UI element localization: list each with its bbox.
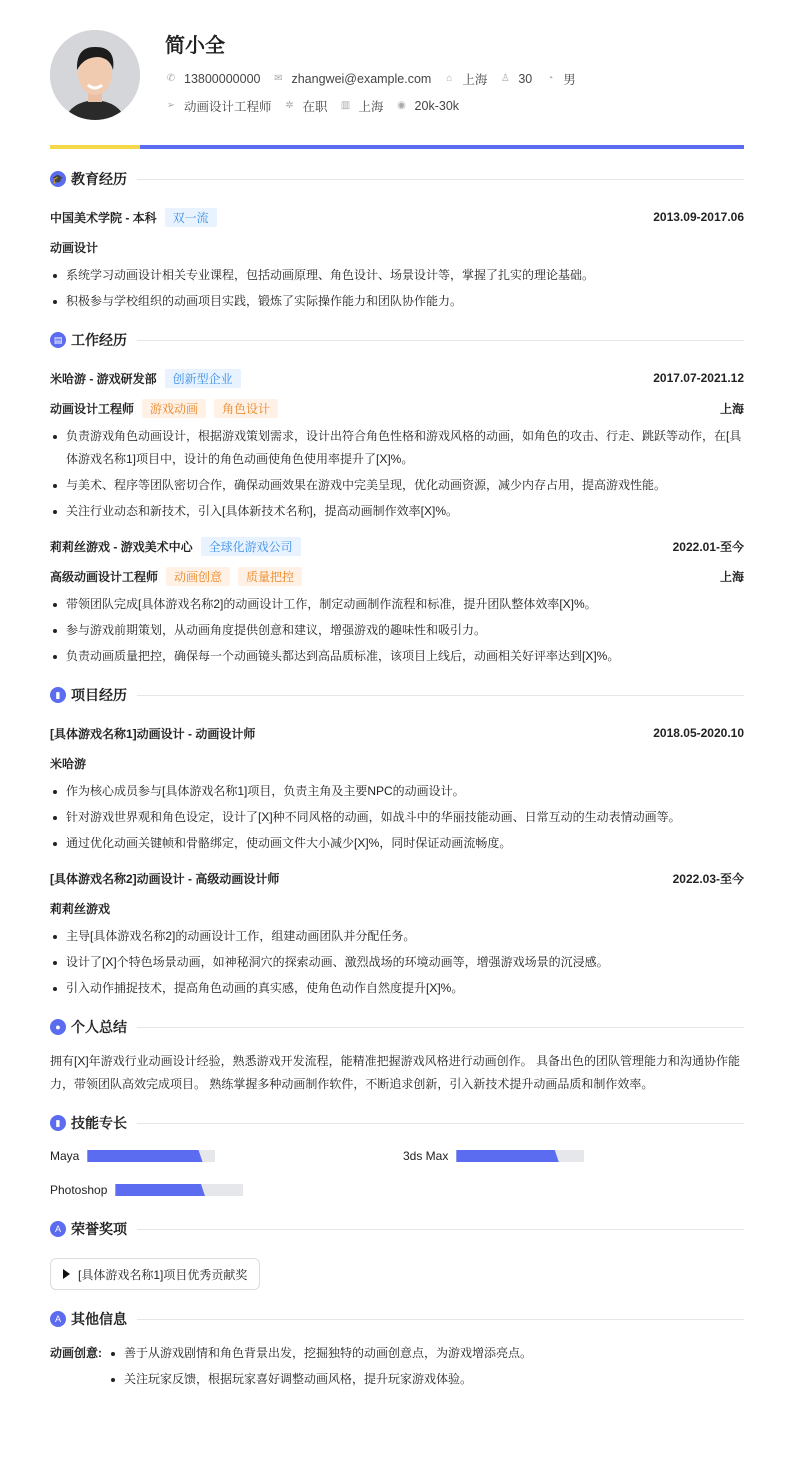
section-heading: 工作经历 — [71, 332, 127, 348]
gender: 男 — [563, 73, 576, 87]
section-skills — [50, 1110, 744, 1200]
section-work — [50, 327, 744, 668]
email: zhangwei@example.com — [291, 72, 432, 86]
job-status: 在职 — [302, 100, 328, 114]
project-date: 2022.03-至今 — [672, 871, 744, 886]
skill-name: Photoshop — [50, 1183, 108, 1197]
project-org: 莉莉丝游戏 — [50, 901, 111, 916]
section-heading: 个人总结 — [71, 1019, 127, 1035]
user-icon: ● — [50, 1019, 66, 1035]
role-tag: 质量把控 — [238, 567, 302, 586]
job-title: 动画设计工程师 — [184, 100, 272, 114]
section-other — [50, 1306, 744, 1394]
phone: 13800000000 — [184, 72, 261, 86]
award-icon: A — [50, 1221, 66, 1237]
major: 动画设计 — [50, 240, 99, 255]
info-icon: A — [50, 1311, 66, 1327]
skill-name: 3ds Max — [403, 1149, 449, 1163]
skill-name: Maya — [50, 1149, 80, 1163]
expand-triangle-icon — [63, 1269, 70, 1279]
list-item: 参与游戏前期策划，从动画角度提供创意和建议，增强游戏的趣味性和吸引力。 — [50, 619, 744, 642]
list-item: 针对游戏世界观和角色设定，设计了[X]种不同风格的动画，如战斗中的华丽技能动画、日常互动的生动表情动画等。 — [50, 806, 744, 829]
company-left — [50, 537, 301, 556]
list-item: 带领团队完成[具体游戏名称2]的动画设计工作，制定动画制作流程和标准，提升团队整体效率[X]%。 — [50, 593, 744, 616]
section-projects — [50, 682, 744, 1000]
header-divider — [50, 145, 744, 149]
education-row — [50, 202, 744, 232]
work-location: 上海 — [719, 401, 744, 416]
education-entry — [50, 202, 744, 313]
list-item: 作为核心成员参与[具体游戏名称1]项目，负责主角及主要NPC的动画设计。 — [50, 780, 744, 803]
role-tag: 角色设计 — [214, 399, 278, 418]
section-heading: 其他信息 — [71, 1311, 127, 1327]
section-divider — [137, 340, 744, 341]
skills-grid — [50, 1146, 744, 1200]
age-icon: ♙ — [500, 73, 510, 84]
skill-item — [50, 1146, 403, 1166]
project-row — [50, 863, 744, 893]
list-item: 主导[具体游戏名称2]的动画设计工作，组建动画团队并分配任务。 — [50, 925, 744, 948]
summary-text: 拥有[X]年游戏行业动画设计经验，熟悉游戏开发流程，能精准把握游戏风格进行动画创作。 具备出色的团队管理能力和沟通协作能力，带领团队高效完成项目。 熟练掌握多种动画制作软件，不断追求创新，引入新技术提升动画品质和制作效率。 — [50, 1054, 741, 1091]
bar-chart-icon: ▮ — [50, 687, 66, 703]
section-education — [50, 166, 744, 313]
skill-bar-fill — [115, 1184, 205, 1196]
section-title-summary — [50, 1014, 744, 1040]
bullet-list — [50, 593, 744, 668]
skill-bar — [456, 1150, 584, 1162]
age: 30 — [518, 72, 533, 86]
home-icon: ⌂ — [446, 73, 453, 84]
role-left — [50, 567, 302, 586]
send-icon: ➢ — [166, 100, 176, 111]
list-item: 积极参与学校组织的动画项目实践，锻炼了实际操作能力和团队协作能力。 — [50, 290, 744, 313]
other-label: 动画创意: — [50, 1346, 102, 1360]
role-row — [50, 393, 744, 423]
section-title-education — [50, 166, 744, 192]
section-heading: 技能专长 — [71, 1115, 127, 1131]
section-title-other — [50, 1306, 744, 1332]
major-row — [50, 232, 744, 262]
company-row — [50, 531, 744, 561]
company-tag: 全球化游戏公司 — [201, 537, 301, 556]
work-entry — [50, 531, 744, 668]
section-title-skills — [50, 1110, 744, 1136]
role-title: 动画设计工程师 — [50, 401, 135, 416]
section-title-awards — [50, 1216, 744, 1242]
project-row — [50, 718, 744, 748]
section-summary — [50, 1014, 744, 1096]
status-icon: ✲ — [285, 100, 294, 111]
other-info — [50, 1342, 744, 1394]
city: 上海 — [462, 73, 488, 87]
skill-item — [403, 1146, 744, 1166]
company-row — [50, 363, 744, 393]
section-heading: 项目经历 — [71, 687, 127, 703]
graduation-cap-icon: 🎓 — [50, 171, 66, 187]
building-icon: ▥ — [340, 100, 351, 111]
work-date: 2022.01-至今 — [672, 539, 744, 554]
job-row — [165, 97, 471, 115]
project-entry — [50, 718, 744, 855]
contact-row — [165, 70, 588, 88]
role-tag: 游戏动画 — [142, 399, 206, 418]
bullet-list — [50, 425, 744, 523]
avatar — [50, 30, 140, 120]
section-heading: 荣誉奖项 — [71, 1221, 127, 1237]
bullet-list — [108, 1342, 532, 1394]
gender-icon: ◔ — [547, 73, 554, 84]
role-tag: 动画创意 — [166, 567, 230, 586]
company-name: 莉莉丝游戏 - 游戏美术中心 — [50, 539, 193, 554]
section-divider — [137, 1027, 744, 1028]
list-item: 引入动作捕捉技术，提高角色动画的真实感，使角色动作自然度提升[X]%。 — [50, 977, 744, 1000]
school-tag: 双一流 — [165, 208, 217, 227]
list-item: 关注玩家反馈，根据玩家喜好调整动画风格，提升玩家游戏体验。 — [108, 1368, 532, 1391]
work-date: 2017.07-2021.12 — [653, 371, 744, 385]
company-tag: 创新型企业 — [165, 369, 241, 388]
skill-bar-fill — [87, 1150, 202, 1162]
project-org-row — [50, 748, 744, 778]
role-row — [50, 561, 744, 591]
list-item: 关注行业动态和新技术，引入[具体新技术名称]，提高动画制作效率[X]%。 — [50, 500, 744, 523]
role-left — [50, 399, 278, 418]
skill-item — [50, 1180, 403, 1200]
mail-icon: ✉ — [274, 73, 283, 84]
section-divider — [137, 1319, 744, 1320]
list-item: 负责动画质量把控，确保每一个动画镜头都达到高品质标准，该项目上线后，动画相关好评率达到[X]%。 — [50, 645, 744, 668]
list-item: 系统学习动画设计相关专业课程，包括动画原理、角色设计、场景设计等，掌握了扎实的理论基础。 — [50, 264, 744, 287]
project-date: 2018.05-2020.10 — [653, 726, 744, 740]
education-date: 2013.09-2017.06 — [653, 210, 744, 224]
section-awards — [50, 1216, 744, 1306]
company-left — [50, 369, 241, 388]
work-location: 上海 — [719, 569, 744, 584]
phone-icon: ✆ — [166, 73, 176, 84]
bullet-list — [50, 925, 744, 1000]
award-name: [具体游戏名称1]项目优秀贡献奖 — [78, 1267, 248, 1282]
role-title: 高级动画设计工程师 — [50, 569, 159, 584]
work-city: 上海 — [358, 100, 384, 114]
briefcase-icon: ▤ — [50, 332, 66, 348]
list-item: 负责游戏角色动画设计，根据游戏策划需求，设计出符合角色性格和游戏风格的动画，如角色的攻击、行走、跳跃等动作，在[具体游戏名称1]项目中，设计的角色动画使角色使用率提升了[X]%。 — [50, 425, 744, 471]
award-item[interactable] — [50, 1258, 260, 1290]
skill-bar — [87, 1150, 215, 1162]
project-name: [具体游戏名称2]动画设计 - 高级动画设计师 — [50, 871, 280, 886]
list-item: 善于从游戏剧情和角色背景出发，挖掘独特的动画创意点，为游戏增添亮点。 — [108, 1342, 532, 1365]
skill-bar — [115, 1184, 243, 1196]
list-item: 设计了[X]个特色场景动画，如神秘洞穴的探索动画、激烈战场的环境动画等，增强游戏场景的沉浸感。 — [50, 951, 744, 974]
list-item: 与美术、程序等团队密切合作，确保动画效果在游戏中完美呈现，优化动画资源，减少内存占用，提高游戏性能。 — [50, 474, 744, 497]
section-divider — [137, 179, 744, 180]
resume-header — [50, 30, 744, 120]
project-org-row — [50, 893, 744, 923]
bar-chart-icon: ▮ — [50, 1115, 66, 1131]
bullet-list — [50, 264, 744, 313]
salary: 20k-30k — [414, 99, 460, 113]
section-title-work — [50, 327, 744, 353]
project-name: [具体游戏名称1]动画设计 - 动画设计师 — [50, 726, 256, 741]
company-name: 米哈游 - 游戏研发部 — [50, 371, 157, 386]
list-item: 通过优化动画关键帧和骨骼绑定，使动画文件大小减少[X]%，同时保证动画流畅度。 — [50, 832, 744, 855]
section-title-projects — [50, 682, 744, 708]
salary-icon: ◉ — [397, 100, 406, 111]
section-divider — [137, 1229, 744, 1230]
school-name: 中国美术学院 - 本科 — [50, 210, 157, 225]
education-left — [50, 208, 217, 227]
resume-body — [50, 166, 744, 1408]
candidate-name: 简小全 — [165, 35, 225, 57]
section-divider — [137, 1123, 744, 1124]
project-entry — [50, 863, 744, 1000]
project-org: 米哈游 — [50, 756, 87, 771]
bullet-list — [50, 780, 744, 855]
section-heading: 教育经历 — [71, 171, 127, 187]
skill-bar-fill — [456, 1150, 558, 1162]
section-divider — [137, 695, 744, 696]
work-entry — [50, 363, 744, 523]
